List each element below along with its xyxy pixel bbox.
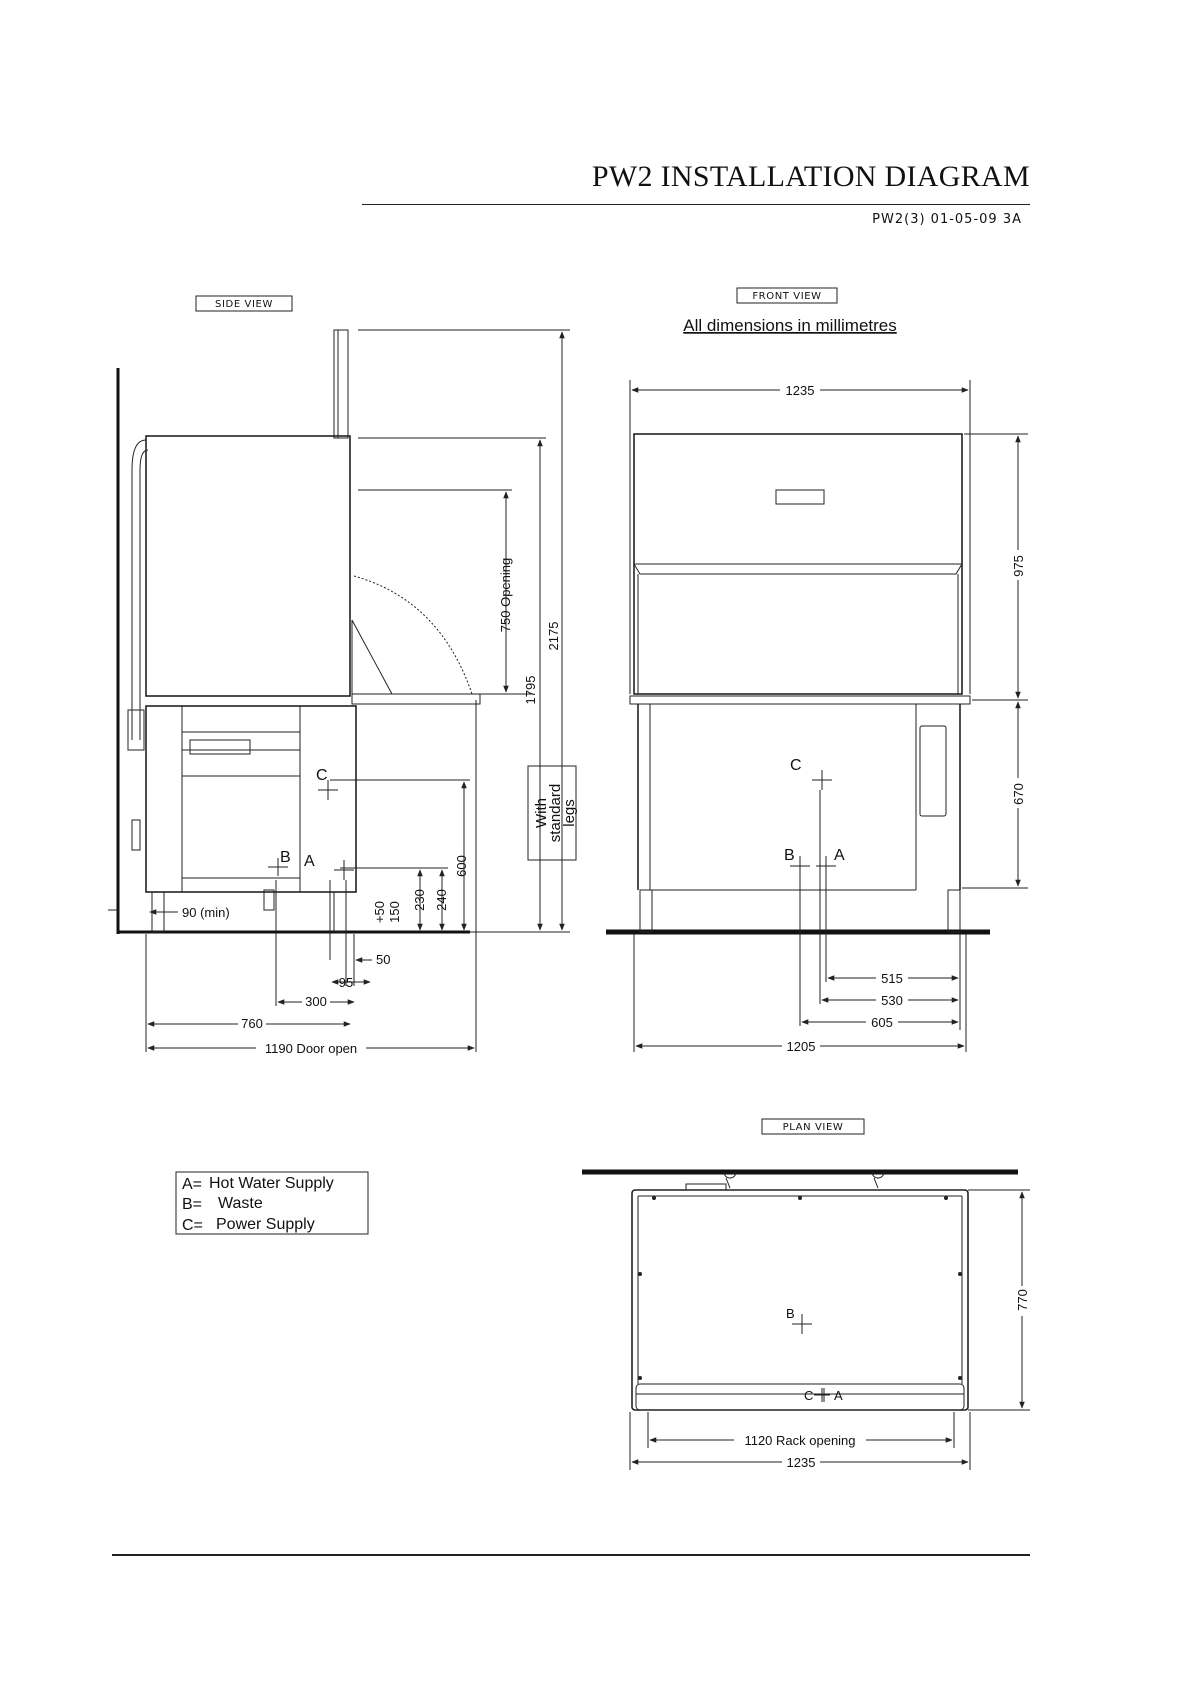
front-dim-605: 605 (871, 1015, 893, 1030)
side-dim-240: 240 (434, 889, 449, 911)
side-dim-90-min: 90 (min) (182, 905, 230, 920)
side-dim-150: 150 (387, 901, 402, 923)
legend-label-a: Hot Water Supply (209, 1175, 334, 1192)
side-dim-300: 300 (305, 994, 327, 1009)
front-dim-1205: 1205 (786, 1039, 816, 1054)
svg-text:PLAN VIEW: PLAN VIEW (782, 1122, 844, 1133)
page-title: PW2 INSTALLATION DIAGRAM (591, 160, 1030, 193)
side-dim-95: 95 (338, 975, 354, 990)
units-note: All dimensions in millimetres (683, 316, 897, 335)
side-marker-c: C (316, 767, 328, 784)
side-view (108, 330, 578, 1056)
document-code: PW2(3) 01-05-09 3A (872, 212, 1022, 227)
side-dim-230: 230 (412, 889, 427, 911)
plan-view (582, 1172, 1030, 1470)
legs-note (528, 766, 578, 860)
side-dim-plus50: +50 (372, 900, 387, 924)
front-dim-515: 515 (881, 971, 903, 986)
side-marker-a: A (304, 853, 315, 870)
plan-marker-b: B (786, 1306, 795, 1321)
svg-text:With: With (533, 798, 550, 828)
svg-text:SIDE VIEW: SIDE VIEW (215, 299, 273, 310)
legend-key-c: C= (182, 1217, 203, 1234)
plan-dim-770: 770 (1015, 1289, 1030, 1311)
svg-text:standard: standard (547, 783, 564, 843)
front-marker-c: C (790, 757, 802, 774)
plan-dim-1235: 1235 (786, 1455, 816, 1470)
plan-marker-a: A (834, 1388, 843, 1403)
legend-box (176, 1172, 368, 1234)
front-marker-a: A (834, 847, 845, 864)
front-dim-975: 975 (1011, 555, 1026, 577)
side-dim-600: 600 (454, 855, 469, 877)
plan-marker-c: C (804, 1388, 814, 1403)
side-dim-2175: 2175 (546, 621, 561, 651)
svg-text:FRONT VIEW: FRONT VIEW (752, 291, 822, 302)
side-dim-750-opening: 750 Opening (498, 557, 513, 633)
plan-view-label (762, 1119, 864, 1134)
legend-label-c: Power Supply (216, 1216, 315, 1233)
side-view-label (196, 296, 292, 311)
front-view-label (737, 288, 837, 303)
side-marker-b: B (280, 849, 291, 866)
svg-text:legs: legs (561, 799, 578, 827)
front-dim-1235: 1235 (785, 383, 815, 398)
front-dim-530: 530 (881, 993, 903, 1008)
legend-key-b: B= (182, 1196, 203, 1213)
front-dim-670: 670 (1011, 783, 1026, 805)
side-dim-1190-door-open: 1190 Door open (264, 1041, 358, 1056)
side-dim-1795: 1795 (523, 675, 538, 705)
side-dim-760: 760 (241, 1016, 263, 1031)
front-marker-b: B (784, 847, 795, 864)
front-view (606, 380, 1028, 1054)
legend-key-a: A= (182, 1176, 203, 1193)
side-dim-50: 50 (376, 952, 391, 967)
plan-dim-1120-rack-opening: 1120 Rack opening (744, 1433, 856, 1448)
legend-label-b: Waste (218, 1195, 263, 1212)
